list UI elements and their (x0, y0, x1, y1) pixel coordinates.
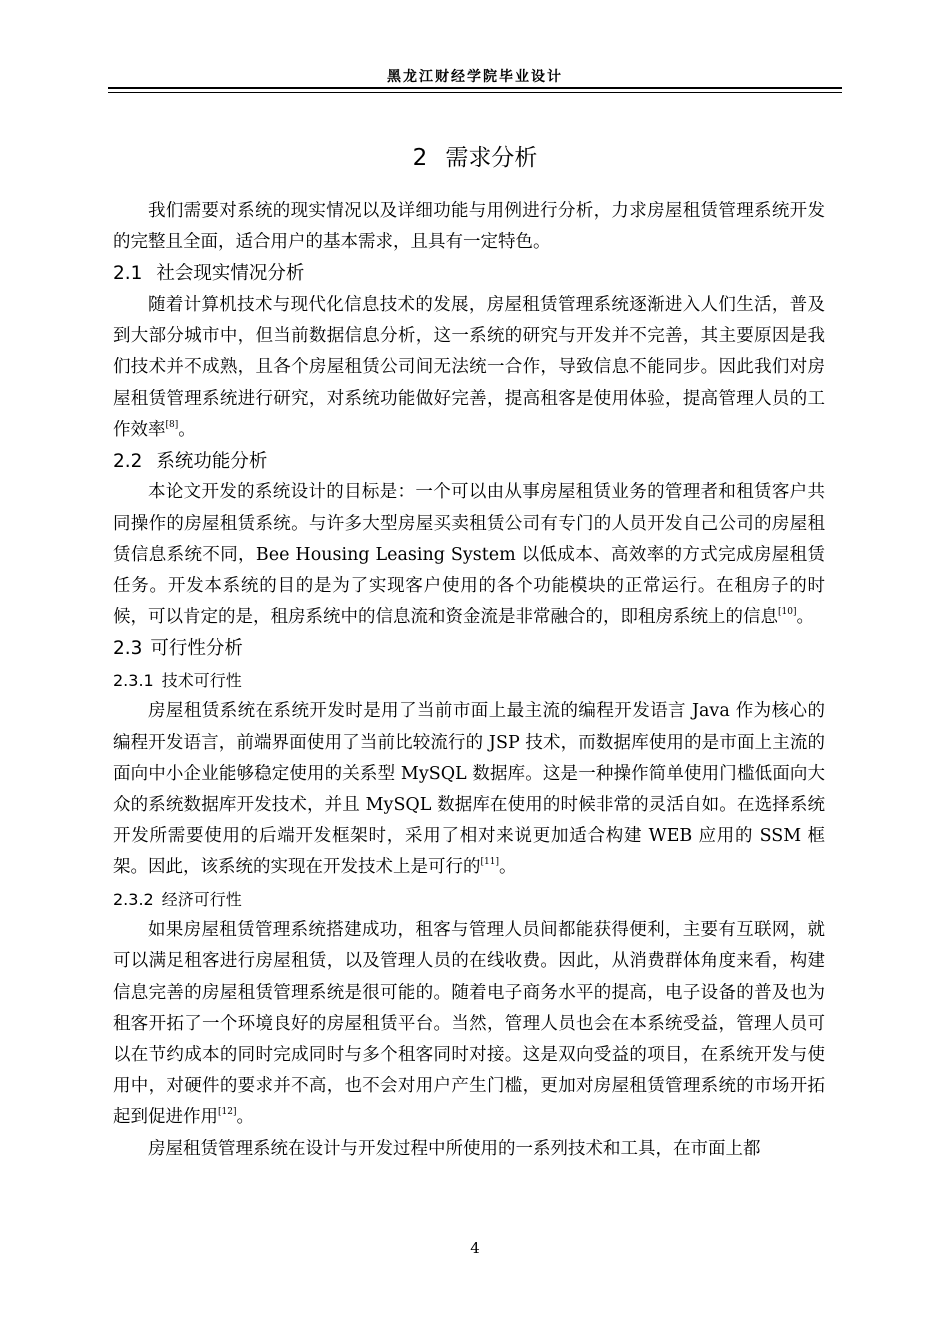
section-2-1-number: 2.1 (113, 263, 143, 285)
section-2-3-1-text: 房屋租赁系统在系统开发时是用了当前市面上最主流的编程开发语言 Java 作为核心的编程开发语言，前端界面使用了当前比较流行的 JSP 技术，而数据库使用的是市面上主流的面向中小企业能够稳定使用的关系型 MySQL 数据库。这是一种操作简单使用门槛低面向大众的系统数据库开发技术，并且 MySQL 数据库在使用的时候非常的灵活自如。在选择系统开发所需要使用的后端开发框架时，采用了相对来说更加适合构建 WEB 应用的 SSM 框架。因此，该系统的实现在开发技术上是可行的 (113, 701, 825, 878)
header-rule-thick (108, 87, 842, 89)
section-2-3-1-number: 2.3.1 (113, 670, 154, 690)
section-2-2-heading (113, 446, 825, 478)
citation-12: [12] (218, 1107, 237, 1118)
citation-10: [10] (778, 607, 797, 618)
section-2-1-paragraph (113, 290, 825, 446)
section-2-3-title: 可行性分析 (150, 638, 243, 660)
section-2-3-2-title: 经济可行性 (161, 889, 242, 909)
section-2-3-2-end: 。 (236, 1107, 254, 1128)
section-2-3-1-end: 。 (498, 857, 517, 878)
page-number: 4 (470, 1239, 480, 1257)
citation-11: [11] (480, 857, 499, 868)
section-2-2-end: 。 (796, 607, 814, 628)
section-2-3-2-paragraph (113, 915, 825, 1133)
section-2-2-title: 系统功能分析 (156, 450, 268, 472)
chapter-number: 2 (412, 145, 428, 171)
header-rule-thin (108, 92, 842, 93)
section-2-2-paragraph (113, 477, 825, 633)
chapter-title (108, 139, 842, 172)
section-2-1-heading (113, 258, 825, 290)
section-2-3-1-title: 技术可行性 (161, 670, 242, 690)
section-2-3-1-paragraph (113, 696, 825, 883)
chapter-title-text: 需求分析 (445, 145, 538, 171)
section-2-3-2-number: 2.3.2 (113, 889, 154, 909)
section-2-3-number: 2.3 (113, 638, 143, 660)
section-2-3-heading (113, 633, 825, 665)
section-2-2-text: 本论文开发的系统设计的目标是：一个可以由从事房屋租赁业务的管理者和租赁客户共同操作的房屋租赁系统。与许多大型房屋买卖租赁公司有专门的人员开发自己公司的房屋租赁信息系统不同，Bee Housing Leasing System 以低成本、高效率的方式完成房屋租赁任务。开发本系统的目的是为了实现客户使用的各个功能模块的正常运行。在租房子的时候，可以肯定的是，租房系统中的信息流和资金流是非常融合的，即租房系统上的信息 (113, 482, 825, 628)
intro-paragraph: 我们需要对系统的现实情况以及详细功能与用例进行分析，力求房屋租赁管理系统开发的完整且全面，适合用户的基本需求，且具有一定特色。 (113, 201, 825, 253)
section-2-2-number: 2.2 (113, 450, 143, 472)
section-2-3-2-text: 如果房屋租赁管理系统搭建成功，租客与管理人员间都能获得便利，主要有互联网，就可以满足租客进行房屋租赁，以及管理人员的在线收费。因此，从消费群体角度来看，构建信息完善的房屋租赁管理系统是很可能的。随着电子商务水平的提高，电子设备的普及也为租客开拓了一个环境良好的房屋租赁平台。当然，管理人员也会在本系统受益，管理人员可以在节约成本的同时完成同时与多个租客同时对接。这是双向受益的项目，在系统开发与使用中，对硬件的要求并不高，也不会对用户产生门槛，更加对房屋租赁管理系统的市场开拓起到促进作用 (113, 920, 825, 1128)
running-header: 黑龙江财经学院毕业设计 (387, 69, 563, 85)
section-2-1-title: 社会现实情况分析 (156, 263, 305, 285)
section-2-3-2-heading (113, 884, 825, 916)
section-2-1-end: 。 (178, 419, 196, 440)
body-text (113, 196, 825, 1165)
section-2-3-2-paragraph-2: 房屋租赁管理系统在设计与开发过程中所使用的一系列技术和工具，在市面上都 (148, 1138, 761, 1159)
section-2-1-text: 随着计算机技术与现代化信息技术的发展，房屋租赁管理系统逐渐进入人们生活，普及到大部分城市中，但当前数据信息分析，这一系统的研究与开发并不完善，其主要原因是我们技术并不成熟，且各个房屋租赁公司间无法统一合作，导致信息不能同步。因此我们对房屋租赁管理系统进行研究，对系统功能做好完善，提高租客是使用体验，提高管理人员的工作效率 (113, 294, 825, 440)
section-2-3-1-heading (113, 665, 825, 697)
citation-8: [8] (165, 419, 179, 430)
